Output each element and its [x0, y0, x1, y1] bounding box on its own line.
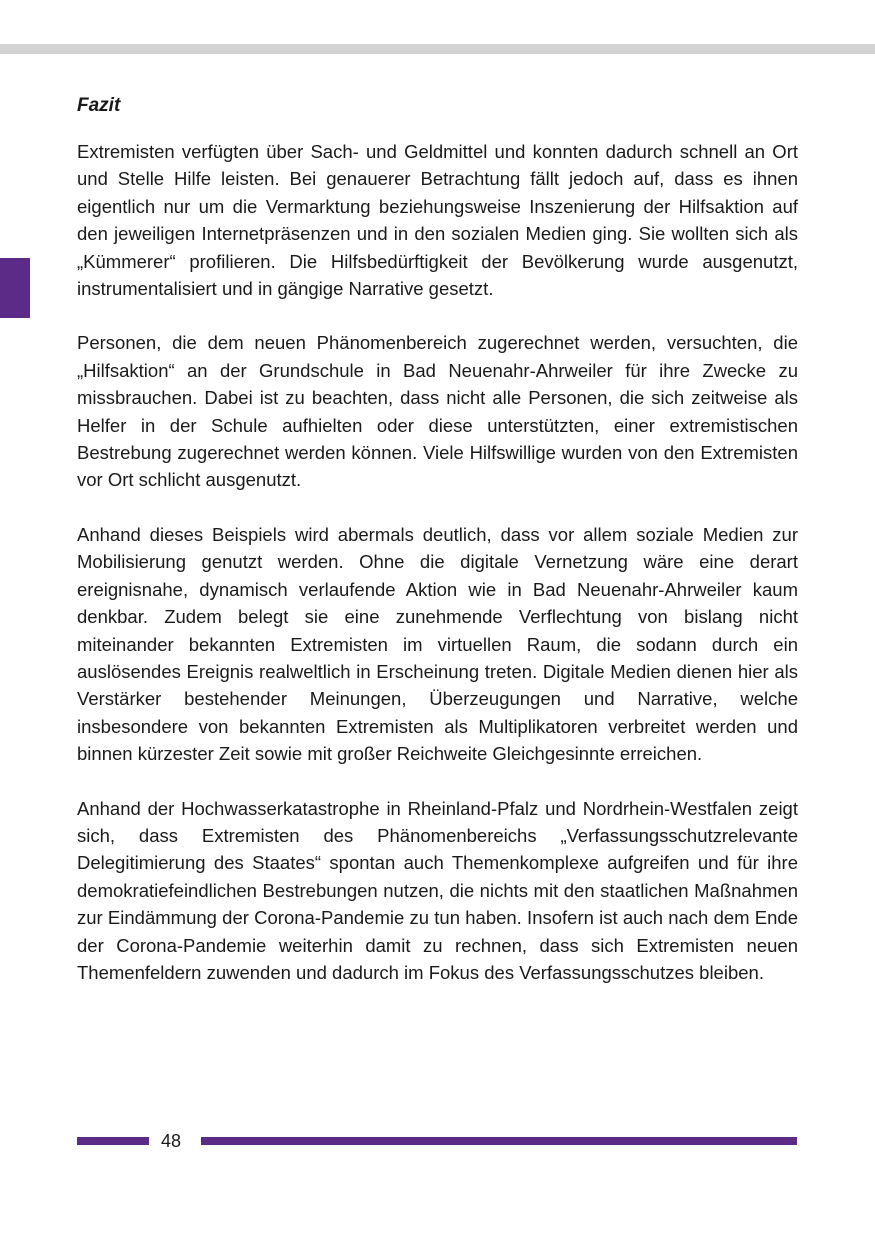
top-divider-bar	[0, 44, 875, 54]
footer-rule-left	[77, 1137, 149, 1145]
page-number: 48	[161, 1131, 182, 1151]
paragraph-2: Personen, die dem neuen Phänomenbereich zugerechnet werden, versuchten, die „Hilfsaktion“ an der Grundschule in Bad Neuenahr-Ahrweiler für ihre Zwecke zu missbrauchen. Dabei ist zu beachten, dass nicht alle Personen, die sich zeitweise als Helfer in der Schule aufhielten oder diese unterstützten, einer extremistischen Bestrebung zugerechnet werden können. Viele Hilfswillige wurden von den Extremisten vor Ort schlicht ausgenutzt.	[77, 332, 798, 491]
page-content	[77, 92, 798, 1013]
chapter-marker-tab	[0, 258, 30, 318]
page-footer	[77, 1128, 797, 1154]
paragraph-1: Extremisten verfügten über Sach- und Geldmittel und konnten dadurch schnell an Ort und Stelle Hilfe leisten. Bei genauerer Betrachtung fällt jedoch auf, dass es ihnen eigentlich nur um die Vermarktung beziehungsweise Inszenierung der Hilfsaktion auf den jeweiligen Internetpräsenzen und in den sozialen Medien ging. Sie wollten sich als „Kümmerer“ profilieren. Die Hilfsbedürftigkeit der Bevölkerung wurde ausgenutzt, instrumentalisiert und in gängige Narrative gesetzt.	[77, 141, 798, 300]
footer-rule-right	[201, 1137, 797, 1145]
paragraph-3: Anhand dieses Beispiels wird abermals deutlich, dass vor allem soziale Medien zur Mobilisierung genutzt werden. Ohne die digitale Vernetzung wäre eine derart ereignisnahe, dynamisch verlaufende Aktion wie in Bad Neuenahr-Ahrweiler kaum denkbar. Zudem belegt sie eine zunehmende Verflechtung von bislang nicht miteinander bekannten Extremisten im virtuellen Raum, die sodann durch ein auslösendes Ereignis realweltlich in Erscheinung treten. Digitale Medien dienen hier als Verstärker bestehender Meinungen, Überzeugungen und Narrative, welche insbesondere von bekannten Extremisten als Multiplikatoren verbreitet werden und binnen kürzester Zeit sowie mit großer Reichweite Gleichgesinnte erreichen.	[77, 523, 798, 765]
paragraph-4: Anhand der Hochwasserkatastrophe in Rheinland-Pfalz und Nordrhein-Westfalen zeigt sich, dass Extremisten des Phänomenbereichs „Verfassungsschutzrelevante Delegitimierung des Staates“ spontan auch Themenkomplexe aufgreifen und für ihre demokratiefeindlichen Bestrebungen nutzen, die nichts mit den staatlichen Maßnahmen zur Eindämmung der Corona-Pandemie zu tun haben. Insofern ist auch nach dem Ende der Corona-Pandemie weiterhin damit zu rechnen, dass sich Extremisten neuen Themenfeldern zuwenden und dadurch im Fokus des Verfassungsschutzes bleiben.	[77, 797, 798, 983]
section-heading: Fazit	[77, 95, 121, 116]
